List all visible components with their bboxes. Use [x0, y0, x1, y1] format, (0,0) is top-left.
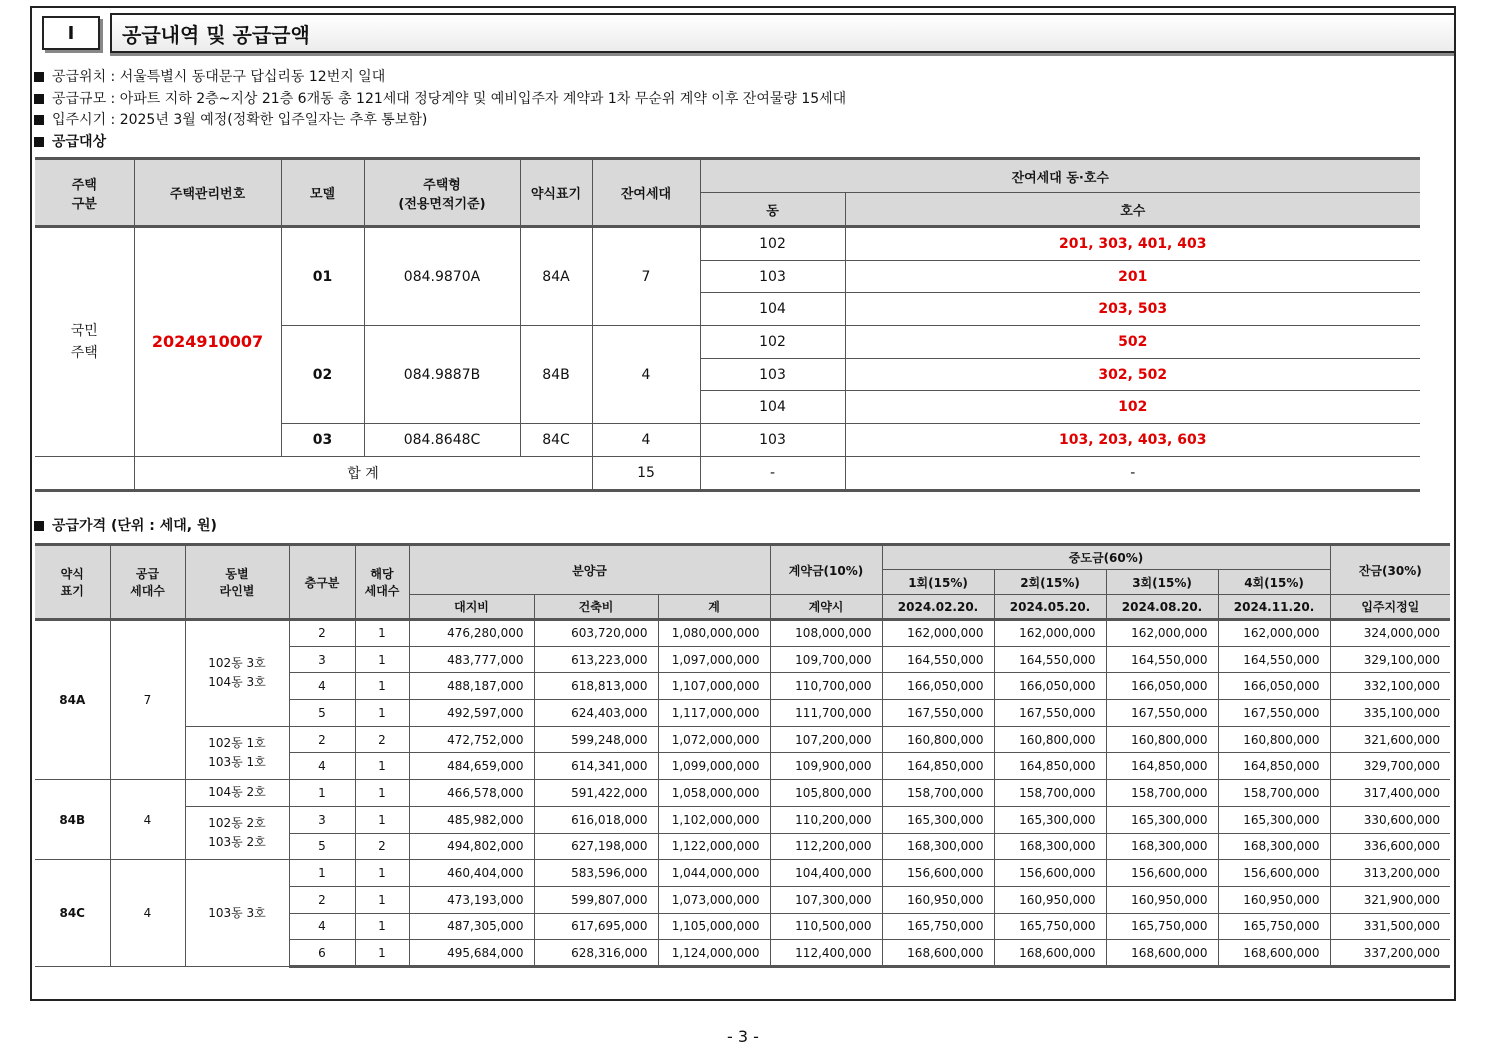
units-cell: 2 [355, 833, 409, 860]
mgmt-no-cell: 2024910007 [134, 227, 281, 457]
amount-cell: 321,600,000 [1330, 726, 1450, 753]
amount-cell: 599,807,000 [534, 886, 658, 913]
amount-cell: 162,000,000 [1106, 620, 1218, 647]
floor-cell: 1 [289, 780, 355, 807]
col-balance-when: 입주지정일 [1330, 595, 1450, 620]
dong-line-text: 102동 1호 [208, 735, 266, 750]
amount-cell: 614,341,000 [534, 753, 658, 780]
amount-cell: 1,122,000,000 [658, 833, 770, 860]
amount-cell: 1,099,000,000 [658, 753, 770, 780]
col-land: 대지비 [409, 595, 534, 620]
col-ho: 호수 [845, 193, 1420, 227]
amount-cell: 164,850,000 [882, 753, 994, 780]
amount-cell: 164,550,000 [1106, 646, 1218, 673]
amount-cell: 162,000,000 [1218, 620, 1330, 647]
floor-cell: 6 [289, 940, 355, 967]
amount-cell: 164,550,000 [994, 646, 1106, 673]
amount-cell: 108,000,000 [770, 620, 882, 647]
col-interim-2: 2회(15%) [994, 570, 1106, 595]
model-cell: 03 [281, 424, 364, 457]
remaining-cell: 7 [592, 227, 700, 326]
table-row [35, 860, 1450, 887]
col-interim-2-date: 2024.05.20. [994, 595, 1106, 620]
dong-cell: 103 [700, 424, 845, 457]
amount-cell: 112,200,000 [770, 833, 882, 860]
amount-cell: 156,600,000 [994, 860, 1106, 887]
col-dong: 동 [700, 193, 845, 227]
amount-cell: 166,050,000 [1106, 673, 1218, 700]
total-row [35, 456, 1420, 490]
dong-line-cell [185, 726, 289, 779]
amount-cell: 472,752,000 [409, 726, 534, 753]
amount-cell: 617,695,000 [534, 913, 658, 940]
dong-cell: 103 [700, 358, 845, 391]
dong-line-text: 103동 2호 [208, 835, 266, 849]
amount-cell: 168,300,000 [994, 833, 1106, 860]
table-row [35, 227, 1420, 261]
floor-cell: 5 [289, 833, 355, 860]
amount-cell: 168,300,000 [1106, 833, 1218, 860]
amount-cell: 337,200,000 [1330, 940, 1450, 967]
house-kind-cell: 084.9887B [364, 326, 520, 424]
amount-cell: 164,550,000 [1218, 646, 1330, 673]
col-interim-1-date: 2024.02.20. [882, 595, 994, 620]
dong-cell: 102 [700, 326, 845, 359]
col-units: 해당 세대수 [355, 545, 409, 620]
floor-cell: 4 [289, 673, 355, 700]
col-remaining: 잔여세대 [592, 159, 700, 227]
col-interim-4-date: 2024.11.20. [1218, 595, 1330, 620]
amount-cell: 487,305,000 [409, 913, 534, 940]
amount-cell: 331,500,000 [1330, 913, 1450, 940]
amount-cell: 168,600,000 [994, 940, 1106, 967]
amount-cell: 1,072,000,000 [658, 726, 770, 753]
amount-cell: 166,050,000 [1218, 673, 1330, 700]
dong-line-text: 104동 2호 [208, 785, 266, 800]
amount-cell: 166,050,000 [882, 673, 994, 700]
ho-cell: 103, 203, 403, 603 [845, 424, 1420, 457]
table-row [35, 726, 1450, 753]
col-deposit-when: 계약시 [770, 595, 882, 620]
amount-cell: 164,850,000 [1106, 753, 1218, 780]
units-cell: 1 [355, 860, 409, 887]
dong-line-cell [185, 780, 289, 807]
page-number: - 3 - [727, 1027, 759, 1046]
dong-line-cell [185, 620, 289, 727]
amount-cell: 162,000,000 [994, 620, 1106, 647]
col-mgmt-no: 주택관리번호 [134, 159, 281, 227]
col-sum: 계 [658, 595, 770, 620]
col-abbr: 약식표기 [520, 159, 592, 227]
amount-cell: 167,550,000 [882, 700, 994, 727]
amount-cell: 158,700,000 [1218, 780, 1330, 807]
col-balance: 잔금(30%) [1330, 545, 1450, 595]
amount-cell: 466,578,000 [409, 780, 534, 807]
amount-cell: 616,018,000 [534, 806, 658, 833]
floor-cell: 2 [289, 886, 355, 913]
amount-cell: 160,800,000 [1218, 726, 1330, 753]
col-sale-price: 분양금 [409, 545, 770, 595]
house-type-cell [35, 227, 134, 457]
amount-cell: 110,200,000 [770, 806, 882, 833]
amount-cell: 165,750,000 [1106, 913, 1218, 940]
house-type-word: 국민 [70, 322, 98, 339]
units-cell: 1 [355, 620, 409, 647]
model-cell: 01 [281, 227, 364, 326]
amount-cell: 160,950,000 [1218, 886, 1330, 913]
amount-cell: 109,900,000 [770, 753, 882, 780]
table-row [35, 780, 1450, 807]
amount-cell: 104,400,000 [770, 860, 882, 887]
floor-cell: 3 [289, 646, 355, 673]
units-cell: 1 [355, 940, 409, 967]
amount-cell: 110,500,000 [770, 913, 882, 940]
amount-cell: 1,117,000,000 [658, 700, 770, 727]
amount-cell: 483,777,000 [409, 646, 534, 673]
amount-cell: 165,300,000 [994, 806, 1106, 833]
amount-cell: 1,102,000,000 [658, 806, 770, 833]
units-cell: 1 [355, 753, 409, 780]
col-house-type: 주택 구분 [35, 159, 134, 227]
units-cell: 1 [355, 806, 409, 833]
col-remaining-units: 잔여세대 동·호수 [700, 159, 1420, 193]
amount-cell: 162,000,000 [882, 620, 994, 647]
abbr-cell: 84B [520, 326, 592, 424]
amount-cell: 167,550,000 [994, 700, 1106, 727]
supply-count-cell: 7 [110, 620, 185, 780]
floor-cell: 2 [289, 620, 355, 647]
ho-cell: 302, 502 [845, 358, 1420, 391]
dong-line-text: 103동 1호 [208, 754, 266, 769]
amount-cell: 110,700,000 [770, 673, 882, 700]
house-type-word: 주택 [70, 344, 98, 361]
col-house-kind: 주택형 (전용면적기준) [364, 159, 520, 227]
amount-cell: 494,802,000 [409, 833, 534, 860]
units-cell: 1 [355, 700, 409, 727]
amount-cell: 164,850,000 [1218, 753, 1330, 780]
units-cell: 1 [355, 673, 409, 700]
amount-cell: 591,422,000 [534, 780, 658, 807]
col-interim-1: 1회(15%) [882, 570, 994, 595]
amount-cell: 335,100,000 [1330, 700, 1450, 727]
dong-line-text: 103동 3호 [208, 905, 266, 920]
amount-cell: 107,300,000 [770, 886, 882, 913]
house-kind-cell: 084.9870A [364, 227, 520, 326]
amount-cell: 1,044,000,000 [658, 860, 770, 887]
dong-line-text: 104동 3호 [208, 675, 266, 690]
amount-cell: 164,550,000 [882, 646, 994, 673]
floor-cell: 1 [289, 860, 355, 887]
total-dong: - [700, 456, 845, 490]
col-abbr: 약식 표기 [35, 545, 110, 620]
price-heading: 공급가격 (단위 : 세대, 원) [34, 516, 217, 536]
amount-cell: 160,950,000 [1106, 886, 1218, 913]
amount-cell: 313,200,000 [1330, 860, 1450, 887]
model-cell: 02 [281, 326, 364, 424]
amount-cell: 168,300,000 [1218, 833, 1330, 860]
amount-cell: 160,800,000 [882, 726, 994, 753]
supply-table [35, 157, 1420, 492]
supply-count-cell: 4 [110, 860, 185, 967]
total-ho: - [845, 456, 1420, 490]
price-table [35, 543, 1450, 968]
amount-cell: 1,124,000,000 [658, 940, 770, 967]
amount-cell: 165,750,000 [1218, 913, 1330, 940]
amount-cell: 324,000,000 [1330, 620, 1450, 647]
units-cell: 1 [355, 886, 409, 913]
col-floor: 층구분 [289, 545, 355, 620]
amount-cell: 624,403,000 [534, 700, 658, 727]
amount-cell: 485,982,000 [409, 806, 534, 833]
dong-cell: 103 [700, 260, 845, 293]
amount-cell: 168,600,000 [1218, 940, 1330, 967]
amount-cell: 332,100,000 [1330, 673, 1450, 700]
amount-cell: 167,550,000 [1106, 700, 1218, 727]
amount-cell: 158,700,000 [1106, 780, 1218, 807]
dong-line-cell [185, 806, 289, 859]
col-supply-units: 공급 세대수 [110, 545, 185, 620]
amount-cell: 603,720,000 [534, 620, 658, 647]
house-kind-cell: 084.8648C [364, 424, 520, 457]
ho-cell: 203, 503 [845, 293, 1420, 326]
ho-cell: 502 [845, 326, 1420, 359]
ho-cell: 201, 303, 401, 403 [845, 227, 1420, 261]
amount-cell: 476,280,000 [409, 620, 534, 647]
table-row [35, 806, 1450, 833]
supply-count-cell: 4 [110, 780, 185, 860]
amount-cell: 164,850,000 [994, 753, 1106, 780]
amount-cell: 613,223,000 [534, 646, 658, 673]
amount-cell: 156,600,000 [1218, 860, 1330, 887]
ho-cell: 102 [845, 391, 1420, 424]
amount-cell: 1,073,000,000 [658, 886, 770, 913]
section-title: 공급내역 및 공급금액 [110, 13, 1454, 53]
amount-cell: 1,105,000,000 [658, 913, 770, 940]
floor-cell: 5 [289, 700, 355, 727]
amount-cell: 168,600,000 [882, 940, 994, 967]
info-location: 공급위치 : 서울특별시 동대문구 답십리동 12번지 일대 [34, 67, 385, 87]
total-count: 15 [592, 456, 700, 490]
type-abbr-cell: 84B [35, 780, 110, 860]
type-abbr-cell: 84A [35, 620, 110, 780]
floor-cell: 4 [289, 753, 355, 780]
amount-cell: 156,600,000 [1106, 860, 1218, 887]
amount-cell: 160,800,000 [994, 726, 1106, 753]
amount-cell: 329,100,000 [1330, 646, 1450, 673]
amount-cell: 330,600,000 [1330, 806, 1450, 833]
amount-cell: 1,080,000,000 [658, 620, 770, 647]
amount-cell: 329,700,000 [1330, 753, 1450, 780]
amount-cell: 336,600,000 [1330, 833, 1450, 860]
dong-line-text: 102동 2호 [208, 816, 266, 830]
type-abbr-cell: 84C [35, 860, 110, 967]
amount-cell: 317,400,000 [1330, 780, 1450, 807]
total-blank-cell [35, 456, 134, 490]
amount-cell: 165,300,000 [882, 806, 994, 833]
info-scale: 공급규모 : 아파트 지하 2층~지상 21층 6개동 총 121세대 정당계약 및 예비입주자 계약과 1차 무순위 계약 이후 잔여물량 15세대 [34, 89, 846, 109]
dong-cell: 104 [700, 293, 845, 326]
floor-cell: 4 [289, 913, 355, 940]
amount-cell: 495,684,000 [409, 940, 534, 967]
amount-cell: 107,200,000 [770, 726, 882, 753]
amount-cell: 112,400,000 [770, 940, 882, 967]
table-row [35, 620, 1450, 647]
col-interim-3-date: 2024.08.20. [1106, 595, 1218, 620]
col-dong-line: 동별 라인별 [185, 545, 289, 620]
floor-cell: 3 [289, 806, 355, 833]
floor-cell: 2 [289, 726, 355, 753]
col-interim-3: 3회(15%) [1106, 570, 1218, 595]
units-cell: 1 [355, 780, 409, 807]
amount-cell: 165,300,000 [1218, 806, 1330, 833]
amount-cell: 168,300,000 [882, 833, 994, 860]
target-heading: 공급대상 [34, 132, 106, 152]
amount-cell: 160,950,000 [882, 886, 994, 913]
units-cell: 1 [355, 913, 409, 940]
amount-cell: 105,800,000 [770, 780, 882, 807]
dong-cell: 104 [700, 391, 845, 424]
dong-line-text: 102동 3호 [208, 656, 266, 671]
amount-cell: 168,600,000 [1106, 940, 1218, 967]
amount-cell: 165,750,000 [882, 913, 994, 940]
col-building: 건축비 [534, 595, 658, 620]
col-model: 모델 [281, 159, 364, 227]
amount-cell: 484,659,000 [409, 753, 534, 780]
abbr-cell: 84C [520, 424, 592, 457]
amount-cell: 321,900,000 [1330, 886, 1450, 913]
info-move-in: 입주시기 : 2025년 3월 예정(정확한 입주일자는 추후 통보함) [34, 110, 427, 130]
col-deposit: 계약금(10%) [770, 545, 882, 595]
col-interim: 중도금(60%) [882, 545, 1330, 570]
amount-cell: 1,058,000,000 [658, 780, 770, 807]
amount-cell: 158,700,000 [882, 780, 994, 807]
amount-cell: 165,300,000 [1106, 806, 1218, 833]
amount-cell: 1,107,000,000 [658, 673, 770, 700]
amount-cell: 460,404,000 [409, 860, 534, 887]
amount-cell: 160,950,000 [994, 886, 1106, 913]
amount-cell: 473,193,000 [409, 886, 534, 913]
units-cell: 2 [355, 726, 409, 753]
abbr-cell: 84A [520, 227, 592, 326]
amount-cell: 492,597,000 [409, 700, 534, 727]
amount-cell: 488,187,000 [409, 673, 534, 700]
amount-cell: 158,700,000 [994, 780, 1106, 807]
ho-cell: 201 [845, 260, 1420, 293]
amount-cell: 627,198,000 [534, 833, 658, 860]
amount-cell: 166,050,000 [994, 673, 1106, 700]
amount-cell: 167,550,000 [1218, 700, 1330, 727]
dong-cell: 102 [700, 227, 845, 261]
remaining-cell: 4 [592, 326, 700, 424]
amount-cell: 618,813,000 [534, 673, 658, 700]
total-label: 합 계 [134, 456, 592, 490]
amount-cell: 165,750,000 [994, 913, 1106, 940]
amount-cell: 599,248,000 [534, 726, 658, 753]
col-interim-4: 4회(15%) [1218, 570, 1330, 595]
amount-cell: 628,316,000 [534, 940, 658, 967]
amount-cell: 1,097,000,000 [658, 646, 770, 673]
amount-cell: 156,600,000 [882, 860, 994, 887]
dong-line-cell [185, 860, 289, 967]
amount-cell: 111,700,000 [770, 700, 882, 727]
amount-cell: 160,800,000 [1106, 726, 1218, 753]
amount-cell: 583,596,000 [534, 860, 658, 887]
amount-cell: 109,700,000 [770, 646, 882, 673]
section-number: I [42, 16, 100, 50]
units-cell: 1 [355, 646, 409, 673]
remaining-cell: 4 [592, 424, 700, 457]
